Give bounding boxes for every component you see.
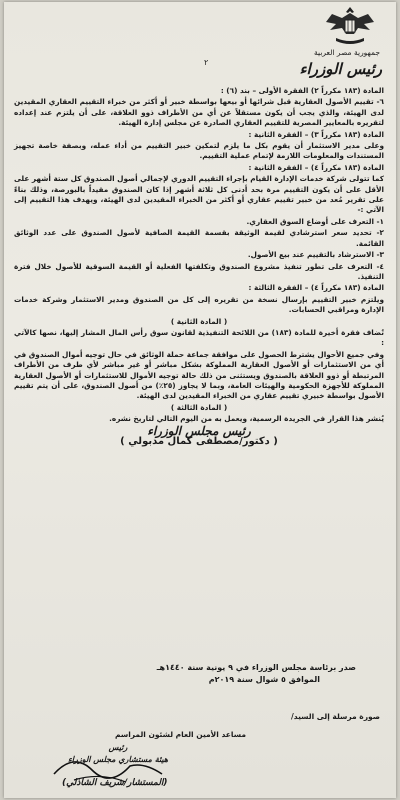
paragraph: كما تتولى شركة خدمات الإدارة القيام بإجراء التقييم الدوري لإجمالي أصول الصندوق كل ستة أشهر على الأقل على أن يكون التقييم مرة بحد أدنى كل ثلاثة أشهر إذا كان الصندوق مقيداً بالبورصة، وذلك بناءً على تقرير مُعد من خبير تقييم عقاري أو أكثر من الخبراء المقيدين لدى الهيئة، ويهدف هذا التقييم إلى الآتي :-: [14, 174, 384, 215]
article-heading: المادة (١٨٣ مكرراً ٣) – الفقرة الثانية :: [248, 129, 384, 139]
stamp-block: [68, 742, 168, 766]
article-heading: المادة (١٨٣ مكرراً ٤) – الفقرة الثانية :: [248, 162, 384, 172]
article-heading: المادة (١٨٣ مكرراً ٢) الفقرة الأولى – بند (٦) :: [220, 86, 384, 95]
signer-title: رئيس مجلس الوزراء: [147, 423, 251, 438]
copy-sent-to: صورة مرسلة إلى السيد/: [291, 712, 380, 721]
issuance-line: صدر برئاسة مجلس الوزراء في ٩ يونية سنة ١٤٤٠هـ: [156, 663, 356, 672]
document-page: [4, 2, 396, 798]
page-number: ٢: [204, 58, 209, 67]
issuance-line: الموافق ٥ شوال سنة ٢٠١٩م: [208, 675, 320, 684]
signer-name: ( دكتور/مصطفى كمال مدبولي ): [120, 436, 278, 447]
stamp-president: رئيس: [108, 743, 128, 752]
office-title: رئيس الوزراء: [299, 60, 382, 78]
paragraph: ٦- تقييم الأصول العقارية قبل شرائها أو بيعها بواسطة خبير أو أكثر من خبراء التقييم العقاري المقيدين لدى الهيئة، والذي يجب أن يكون مستقلاً عن أي من الأطراف ذوو العلاقة، على أن يلتزم عند إعداده لتقريره بالمعايير المصرية للتقييم العقاري الصادرة عن مجلس إدارة الهيئة.: [14, 97, 384, 128]
list-item: ٢- تحديد سعر استرشادي لقيمة الوثيقة بقسمة القيمة الصافية لأصول الصندوق على عدد الوثائق القائمة.: [14, 228, 384, 248]
list-item: ١- التعرف على أوضاع السوق العقاري.: [246, 216, 384, 226]
paragraph: ويلتزم خبير التقييم بإرسال نسخة من تقريره إلى كل من الصندوق ومدير الاستثمار وشركة خدمات الإدارة ومراقبي الحسابات.: [14, 294, 384, 315]
decree-body: [14, 86, 384, 448]
article-heading: ( المادة الثالثة ): [170, 402, 228, 412]
list-item: ٤- التعرف على تطور تنفيذ مشروع الصندوق وتكلفتها الفعلية أو القيمة السوقية للأصول خلال فترة التنفيذ.: [14, 261, 384, 281]
eagle-emblem-icon: [324, 4, 376, 46]
article-heading: ( المادة الثانية ): [170, 316, 228, 326]
paragraph: تُضاف فقرة أخيرة للمادة (١٨٣) من اللائحة التنفيذية لقانون سوق رأس المال المشار إليها، نصها كالآتي :: [14, 327, 384, 348]
article-heading: المادة (١٨٣ مكرراً ٤) – الفقرة الثالثة :: [248, 283, 384, 293]
issuance-date: [157, 662, 356, 686]
counselor-name: (المستشار/شريف الشاذلي): [62, 778, 168, 788]
paragraph: يُنشر هذا القرار في الجريدة الرسمية، ويعمل به من اليوم التالي لتاريخ نشره.: [109, 414, 384, 424]
stamp-authority: هيئة مستشاري مجلس الوزراء: [68, 755, 169, 764]
paragraph: وفي جميع الأحوال يشترط الحصول على موافقة جماعة حملة الوثائق في حال توجيه أموال الصندوق في أي من الاستثمارات أو الأصول العقارية المملوكة بشكل مباشر أو غير مباشر لأي طرف من الأطراف المرتبطة أو ذوو العلاقة بالصندوق ويستثنى من ذلك حالة توجيه الأموال للاستثمارات أو الأصول العقارية المملوكة للأجهزة الحكومية والهيئات العامة، وبما لا يجاوز (٢٥٪) من أصول الصندوق، على أن يتم تقييم الأصول بواسطة خبيري تقييم عقاري من الخبراء المقيدين لدى الهيئة.: [14, 349, 384, 401]
list-item: ٣- الاسترشاد بالتقييم عند بيع الأصول.: [247, 250, 384, 260]
assistant-secretary: مساعد الأمين العام لشئون المراسم: [114, 730, 246, 739]
paragraph: وعلى مدير الاستثمار أن يقوم بكل ما يلزم لتمكين خبير التقييم من أداء عمله، وبصفة خاصة تجهيز المستندات والمعلومات اللازمة لإتمام عملية التقييم.: [14, 141, 384, 161]
country-name: جمهورية مصر العربية: [314, 48, 380, 57]
